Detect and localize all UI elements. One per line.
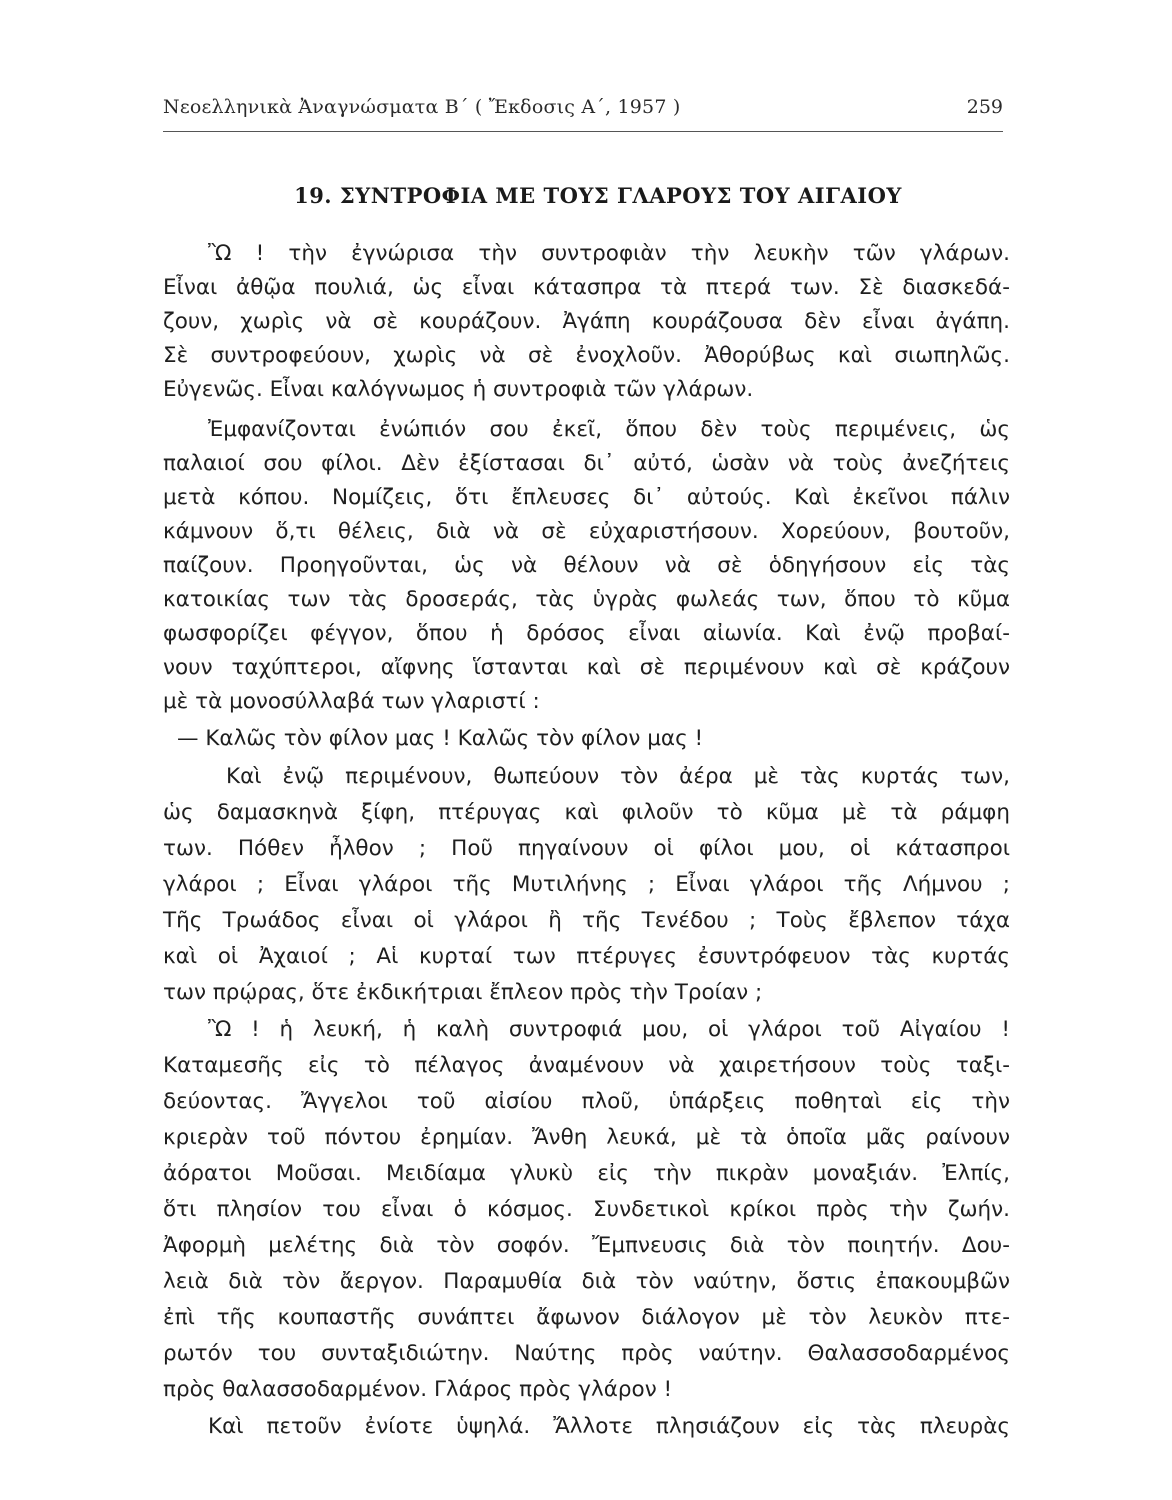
text-line: ζουν, χωρὶς νὰ σὲ κουράζουν. Ἀγάπη κουράζουσα δὲν εἶναι ἀγάπη. [163, 309, 1010, 334]
text-line: Εὐγενῶς. Εἶναι καλόγνωμος ἡ συντροφιὰ τῶν γλάρων. [163, 377, 754, 402]
text-line: δεύοντας. Ἄγγελοι τοῦ αἰσίου πλοῦ, ὑπάρξεις ποθηταὶ εἰς τὴν [163, 1089, 1010, 1114]
text-line: λειὰ διὰ τὸν ἄεργον. Παραμυθία διὰ τὸν ναύτην, ὅστις ἐπακουμβῶν [163, 1269, 1010, 1294]
text-line: καὶ οἱ Ἀχαιοί ; Αἱ κυρταί των πτέρυγες ἐσυντρόφευον τὰς κυρτάς [163, 944, 1010, 969]
text-line: παλαιοί σου φίλοι. Δὲν ἐξίστασαι δι᾽ αὐτό, ὡσὰν νὰ τοὺς ἀνεζήτεις [163, 451, 1010, 476]
text-line: μετὰ κόπου. Νομίζεις, ὅτι ἔπλευσες δι᾽ αὐτούς. Καὶ ἐκεῖνοι πάλιν [163, 485, 1010, 510]
text-line: Ἐμφανίζονται ἐνώπιόν σου ἐκεῖ, ὅπου δὲν τοὺς περιμένεις, ὡς [208, 417, 1010, 442]
text-line: Καὶ ἐνῷ περιμένουν, θωπεύουν τὸν ἀέρα μὲ τὰς κυρτάς των, [226, 764, 1010, 789]
text-line: κάμνουν ὅ,τι θέλεις, διὰ νὰ σὲ εὐχαριστήσουν. Χορεύουν, βουτοῦν, [163, 519, 1010, 544]
text-line: Ὢ ! τὴν ἐγνώρισα τὴν συντροφιὰν τὴν λευκὴν τῶν γλάρων. [208, 241, 1010, 266]
text-line: κριερὰν τοῦ πόντου ἐρημίαν. Ἄνθη λευκά, μὲ τὰ ὁποῖα μᾶς ραίνουν [163, 1125, 1010, 1150]
text-line: γλάροι ; Εἶναι γλάροι τῆς Μυτιλήνης ; Εἶναι γλάροι τῆς Λήμνου ; [163, 872, 1010, 897]
text-line: παίζουν. Προηγοῦνται, ὡς νὰ θέλουν νὰ σὲ ὁδηγήσουν εἰς τὰς [163, 553, 1010, 578]
text-line: Τῆς Τρωάδος εἶναι οἱ γλάροι ἢ τῆς Τενέδου ; Τοὺς ἔβλεπον τάχα [163, 908, 1010, 933]
text-line: ἐπὶ τῆς κουπαστῆς συνάπτει ἄφωνον διάλογον μὲ τὸν λευκὸν πτε- [163, 1305, 1010, 1330]
text-line: μὲ τὰ μονοσύλλαβά των γλαριστί : [163, 689, 540, 714]
text-line: ὡς δαμασκηνὰ ξίφη, πτέρυγας καὶ φιλοῦν τὸ κῦμα μὲ τὰ ράμφη [163, 800, 1010, 825]
chapter-title: 19. ΣΥΝΤΡΟΦΙΑ ΜΕ ΤΟΥΣ ΓΛΑΡΟΥΣ ΤΟΥ ΑΙΓΑΙΟΥ [294, 183, 902, 208]
text-line: των. Πόθεν ἦλθον ; Ποῦ πηγαίνουν οἱ φίλοι μου, οἱ κάτασπροι [163, 836, 1010, 861]
text-line: ὅτι πλησίον του εἶναι ὁ κόσμος. Συνδετικοὶ κρίκοι πρὸς τὴν ζωήν. [163, 1197, 1010, 1222]
text-line-dialogue: — Καλῶς τὸν φίλον μας ! Καλῶς τὸν φίλον μας ! [177, 726, 704, 751]
text-line: των πρῴρας, ὅτε ἐκδικήτριαι ἔπλεον πρὸς τὴν Τροίαν ; [163, 980, 763, 1005]
text-line: πρὸς θαλασσοδαρμένον. Γλάρος πρὸς γλάρον ! [163, 1377, 673, 1402]
text-line: Ὢ ! ἡ λευκή, ἡ καλὴ συντροφιά μου, οἱ γλάροι τοῦ Αἰγαίου ! [208, 1017, 1010, 1042]
text-line: φωσφορίζει φέγγον, ὅπου ἡ δρόσος εἶναι αἰωνία. Καὶ ἐνῷ προβαί- [163, 621, 1010, 646]
text-line: Καὶ πετοῦν ἐνίοτε ὑψηλά. Ἄλλοτε πλησιάζουν εἰς τὰς πλευρὰς [208, 1414, 1010, 1439]
text-line: Ἀφορμὴ μελέτης διὰ τὸν σοφόν. Ἔμπνευσις διὰ τὸν ποιητήν. Δου- [163, 1233, 1010, 1258]
text-line: Καταμεσῆς εἰς τὸ πέλαγος ἀναμένουν νὰ χαιρετήσουν τοὺς ταξι- [163, 1053, 1010, 1078]
text-line: Εἶναι ἀθῷα πουλιά, ὡς εἶναι κάτασπρα τὰ πτερά των. Σὲ διασκεδά- [163, 275, 1010, 300]
text-line: κατοικίας των τὰς δροσεράς, τὰς ὑγρὰς φωλεάς των, ὅπου τὸ κῦμα [163, 587, 1010, 612]
text-line: Σὲ συντροφεύουν, χωρὶς νὰ σὲ ἐνοχλοῦν. Ἀθορύβως καὶ σιωπηλῶς. [163, 343, 1010, 368]
text-line: ἀόρατοι Μοῦσαι. Μειδίαμα γλυκὺ εἰς τὴν πικρὰν μοναξιάν. Ἐλπίς, [163, 1161, 1010, 1186]
running-title: Νεοελληνικὰ Ἀναγνώσματα Β΄ ( Ἔκδοσις Α΄, 1957 ) [163, 96, 681, 118]
text-line: ρωτόν του συνταξιδιώτην. Ναύτης πρὸς ναύτην. Θαλασσοδαρμένος [163, 1341, 1010, 1366]
page-number: 259 [966, 96, 1003, 118]
text-line: νουν ταχύπτεροι, αἴφνης ἵστανται καὶ σὲ περιμένουν καὶ σὲ κράζουν [163, 655, 1010, 680]
